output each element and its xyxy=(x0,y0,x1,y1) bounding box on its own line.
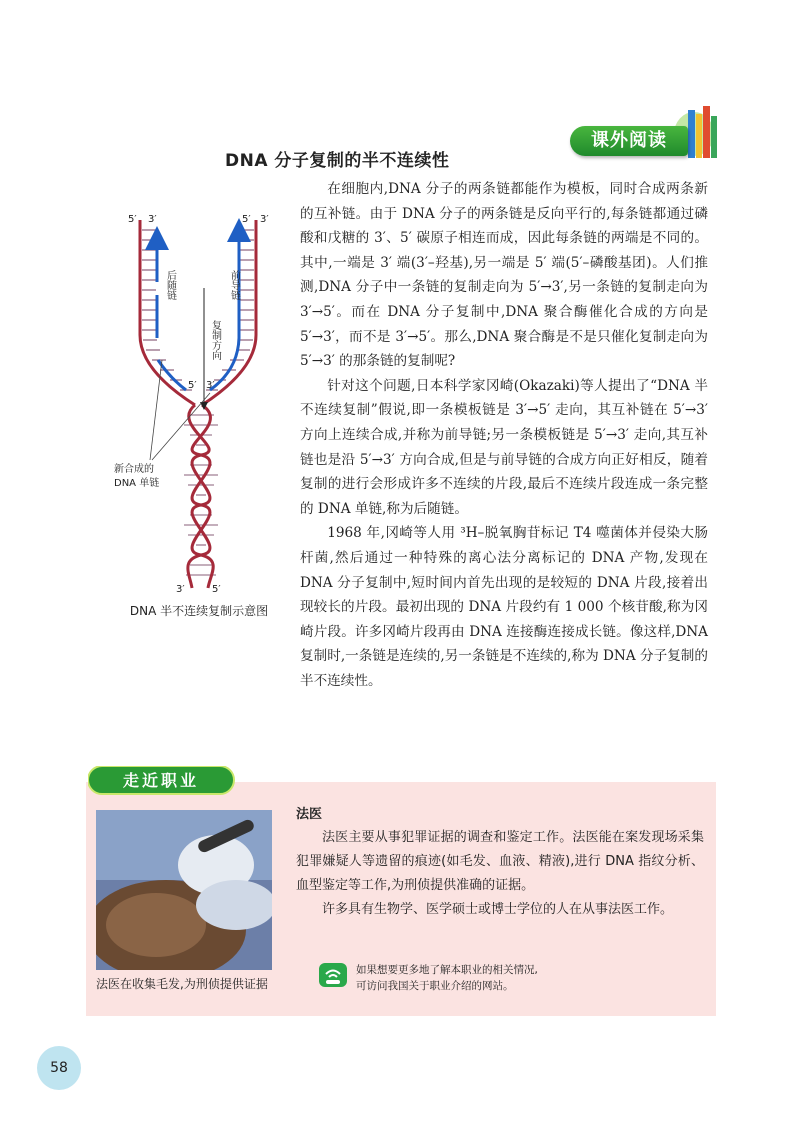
label-bottom-3prime: 3′ xyxy=(176,584,185,595)
leading-strand xyxy=(210,230,239,390)
label-new-strand-line2: DNA 单链 xyxy=(114,478,160,489)
label-right-5prime: 5′ xyxy=(242,214,251,225)
page-number: 58 xyxy=(37,1046,81,1090)
label-left-5prime: 5′ xyxy=(128,214,137,225)
left-parent-strand xyxy=(140,220,195,405)
website-icon xyxy=(318,962,348,988)
article-title: DNA 分子复制的半不连续性 xyxy=(225,151,450,171)
label-left-3prime: 3′ xyxy=(148,214,157,225)
label-leading-strand: 前导链 xyxy=(228,270,240,300)
article-paragraph: 针对这个问题,日本科学家冈崎(Okazaki)等人提出了“DNA 半不连续复制”假说,即一条模板链是 3′→5′ 走向，其互补链在 5′→3′ 方向上连续合成,并称为前导链;另一条模板链是 5′→3′ 走向,其互补链也是沿 5′→3′ 方向合成,但是与前导链的合成方向正好相反，随着复制的进行会形成许多不连续的片段,最后不连续片段连成一条完整的 DNA 单链,称为后随链。 xyxy=(300,377,708,517)
label-lagging-strand: 后随链 xyxy=(164,270,176,300)
article-body xyxy=(300,177,708,693)
label-fork-5prime: 5′ xyxy=(188,380,197,391)
career-paragraph: 许多具有生物学、医学硕士或博士学位的人在从事法医工作。 xyxy=(322,902,674,917)
career-paragraph: 法医主要从事犯罪证据的调查和鉴定工作。法医能在案发现场采集犯罪嫌疑人等遗留的痕迹(如毛发、血液、精液),进行 DNA 指纹分析、血型鉴定等工作,为刑侦提供准确的证据。 xyxy=(296,830,704,893)
label-bottom-5prime: 5′ xyxy=(212,584,221,595)
article-paragraph: 1968 年,冈崎等人用 ³H–脱氧胸苷标记 T4 噬菌体并侵染大肠杆菌,然后通过一种特殊的离心法分离标记的 DNA 产物,发现在 DNA 分子复制中,短时间内首先出现的是较短的 DNA 片段,接着出现较长的片段。最初出现的 DNA 片段约有 1 000 个核苷酸,称为冈崎片段。许多冈崎片段再由 DNA 连接酶连接成长链。像这样,DNA 复制时,一条链是连续的,另一条链是不连续的,称为 DNA 分子复制的半不连续性。 xyxy=(300,525,708,689)
extracurricular-reading-badge xyxy=(570,104,720,166)
website-note-line1: 如果想要更多地了解本职业的相关情况, xyxy=(356,964,538,976)
label-fork-3prime: 3′ xyxy=(206,380,215,391)
label-right-3prime: 3′ xyxy=(260,214,269,225)
article-paragraph: 在细胞内,DNA 分子的两条链都能作为模板，同时合成两条新的互补链。由于 DNA 分子的两条链是反向平行的,每条链都通过磷酸和戊糖的 3′、5′ 碳原子相连而成，因此每条链的两端是不同的。其中,一端是 3′ 端(3′–羟基),另一端是 5′ 端(5′–磷酸基团)。人们推测,DNA 分子中一条链的复制走向为 5′→3′,另一条链的复制走向为 3′→5′。而在 DNA 分子复制中,DNA 聚合酶催化合成的方向是 5′→3′，而不是 3′→5′。那么,DNA 聚合酶是不是只催化复制走向为 5′→3′ 的那条链的复制呢? xyxy=(300,181,708,370)
career-section-title: 走近职业 xyxy=(122,771,200,790)
photo-caption: 法医在收集毛发,为刑侦提供证据 xyxy=(96,977,268,991)
career-heading: 法医 xyxy=(296,807,323,822)
label-new-strand-line1: 新合成的 xyxy=(114,464,154,475)
badge-label: 课外阅读 xyxy=(570,126,688,156)
career-section-tag xyxy=(88,766,236,796)
label-replication-direction: 复制方向 xyxy=(209,320,221,360)
forensic-photo xyxy=(96,810,272,970)
pointer-line-2 xyxy=(152,393,210,460)
figure-caption: DNA 半不连续复制示意图 xyxy=(129,604,269,618)
website-note xyxy=(356,962,656,994)
career-body xyxy=(296,826,704,922)
lagging-strand-fragment-1 xyxy=(158,360,186,390)
right-parent-strand xyxy=(202,220,256,405)
dna-replication-figure xyxy=(110,210,300,600)
website-note-line2: 可访问我国关于职业介绍的网站。 xyxy=(356,980,514,992)
